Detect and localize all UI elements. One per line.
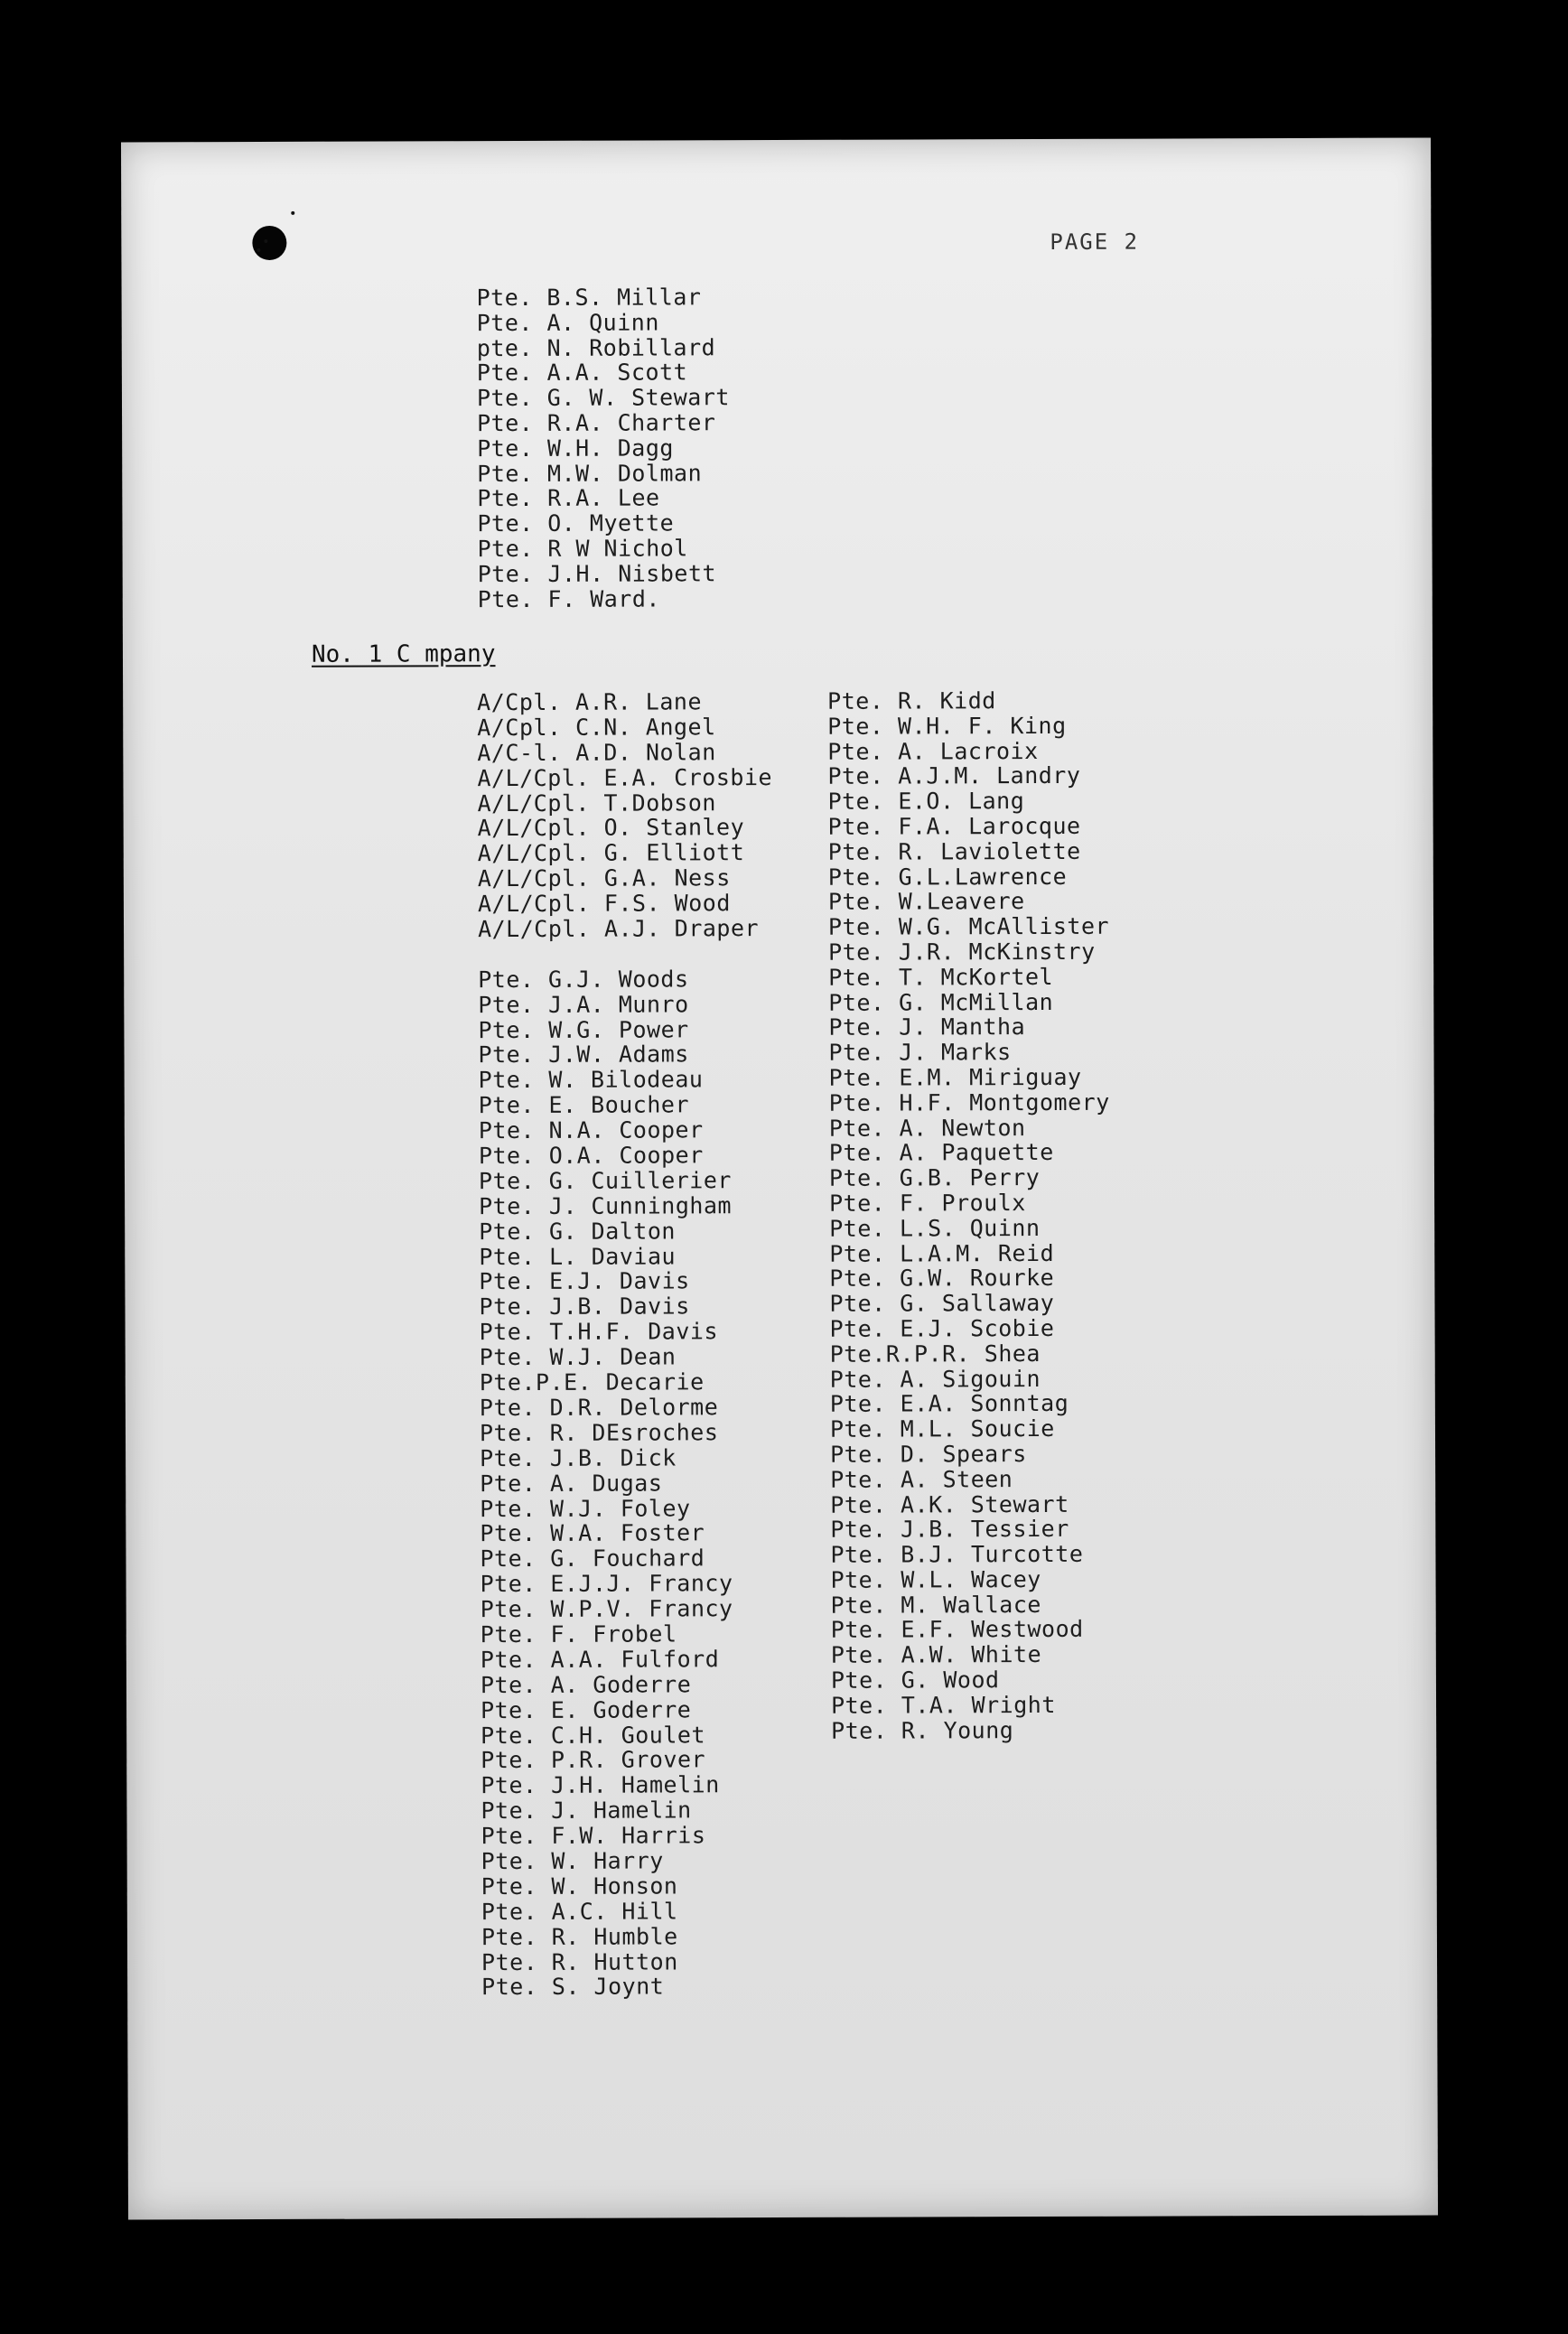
name-entry: Pte. N.A. Cooper	[478, 1116, 704, 1144]
name-entry: Pte. E.J. Davis	[479, 1267, 690, 1295]
name-entry: Pte. T. McKortel	[828, 963, 1054, 991]
name-entry: Pte. E.O. Lang	[827, 788, 1025, 815]
name-entry: Pte. W.P.V. Francy	[480, 1595, 733, 1623]
name-entry: Pte. A. Paquette	[828, 1139, 1054, 1167]
name-entry: Pte. A.C. Hill	[481, 1898, 678, 1925]
name-entry: Pte.P.E. Decarie	[479, 1368, 705, 1396]
name-entry: Pte. A. Steen	[830, 1465, 1013, 1493]
name-entry: Pte. J. Marks	[828, 1039, 1012, 1066]
name-entry: Pte. J.B. Dick	[480, 1444, 677, 1471]
punch-hole	[252, 226, 286, 260]
name-entry: Pte. A. Sigouin	[829, 1365, 1041, 1393]
name-entry: Pte. J. Hamelin	[481, 1797, 692, 1825]
name-entry: Pte. E. Boucher	[478, 1091, 690, 1119]
name-entry: Pte. W.H. Dagg	[477, 434, 674, 462]
right-column-list	[827, 688, 1112, 1744]
list-spacer	[478, 941, 773, 967]
name-entry: Pte. D. Spears	[830, 1440, 1027, 1468]
nco-name-entry: A/L/Cpl. G. Elliott	[477, 839, 745, 867]
name-entry: Pte. G. W. Stewart	[476, 384, 730, 412]
name-entry: Pte. R. Kidd	[827, 687, 996, 714]
name-entry: Pte. R.A. Charter	[477, 409, 716, 437]
name-entry: Pte. L.A.M. Reid	[829, 1239, 1055, 1267]
name-entry: Pte. P.R. Grover	[481, 1746, 706, 1774]
name-entry: Pte. O. Myette	[477, 509, 675, 537]
name-entry: Pte. E.J.J. Francy	[480, 1570, 733, 1598]
name-entry: Pte. W. Bilodeau	[478, 1066, 704, 1094]
name-entry: Pte. B.J. Turcotte	[830, 1540, 1084, 1568]
name-entry: Pte. R W Nichol	[477, 535, 688, 563]
name-entry: Pte. A.W. White	[830, 1641, 1042, 1669]
name-entry: Pte. J.B. Davis	[479, 1293, 690, 1321]
name-entry: Pte. L.S. Quinn	[829, 1214, 1041, 1242]
name-entry: Pte. J.W. Adams	[478, 1041, 689, 1069]
name-entry: Pte. J. Mantha	[828, 1013, 1026, 1041]
name-entry: Pte. G. Dalton	[479, 1218, 676, 1245]
name-entry: Pte. W. Honson	[481, 1872, 678, 1900]
nco-name-entry: A/L/Cpl. E.A. Crosbie	[477, 763, 773, 791]
nco-name-entry: A/Cpl. C.N. Angel	[477, 714, 716, 742]
name-entry: Pte. A. Dugas	[480, 1470, 663, 1497]
name-entry: Pte. W.Leavere	[827, 888, 1025, 916]
name-entry: Pte. H.F. Montgomery	[828, 1088, 1110, 1116]
left-column-list	[477, 689, 777, 2000]
name-entry: Pte. T.A. Wright	[830, 1691, 1056, 1719]
company-heading: No. 1 C mpany	[311, 640, 496, 668]
name-entry: Pte. F. Proulx	[829, 1189, 1026, 1217]
name-entry: Pte. R. Hutton	[481, 1947, 678, 1975]
nco-name-entry: A/L/Cpl. T.Dobson	[477, 789, 716, 817]
name-entry: Pte. A.A. Fulford	[480, 1646, 720, 1674]
name-entry: Pte. J. Cunningham	[479, 1191, 733, 1219]
name-entry: Pte. W.H. F. King	[827, 712, 1067, 740]
name-entry: Pte. E. Goderre	[481, 1695, 692, 1723]
ink-speck	[257, 248, 260, 252]
name-entry: Pte. F. Frobel	[480, 1620, 677, 1648]
name-entry: Pte. W.G. Power	[478, 1015, 689, 1043]
name-entry: Pte. J.A. Munro	[478, 991, 689, 1018]
name-entry: Pte. T.H.F. Davis	[479, 1318, 719, 1346]
nco-name-entry: A/C-l. A.D. Nolan	[477, 739, 716, 766]
name-entry: Pte. E.M. Miriguay	[828, 1063, 1082, 1091]
name-entry: Pte. J.H. Hamelin	[481, 1771, 720, 1799]
name-entry: Pte. E.J. Scobie	[829, 1314, 1055, 1342]
name-entry: Pte. J.B. Tessier	[830, 1516, 1069, 1544]
nco-name-entry: A/L/Cpl. O. Stanley	[477, 814, 745, 842]
name-entry: Pte. G. Wood	[830, 1666, 1000, 1694]
name-entry: Pte. M.W. Dolman	[477, 459, 703, 487]
name-entry: Pte. W.A. Foster	[480, 1519, 705, 1547]
name-entry: Pte. A. Goderre	[480, 1671, 692, 1698]
name-entry: Pte. S. Joynt	[481, 1973, 665, 2001]
name-entry: Pte. R. Humble	[481, 1923, 678, 1950]
name-entry: Pte. J.H. Nisbett	[477, 560, 717, 587]
name-entry: Pte. A.J.M. Landry	[827, 762, 1081, 790]
name-entry: Pte. W.J. Dean	[479, 1343, 677, 1371]
name-entry: Pte. L. Daviau	[479, 1242, 677, 1270]
name-entry: Pte. G.L.Lawrence	[827, 863, 1068, 891]
name-entry: Pte. J.R. McKinstry	[828, 938, 1096, 966]
nco-name-entry: A/L/Cpl. F.S. Wood	[477, 890, 731, 918]
page-number: PAGE 2	[1050, 229, 1140, 255]
name-entry: Pte. G.W. Rourke	[829, 1265, 1055, 1293]
name-entry: Pte. F. Ward.	[477, 585, 660, 612]
name-entry: Pte. G. Fouchard	[480, 1545, 705, 1573]
carryover-name-list	[477, 285, 731, 612]
name-entry: Pte. R.A. Lee	[477, 484, 660, 512]
name-entry: Pte. F.W. Harris	[481, 1822, 706, 1850]
nco-name-entry: A/L/Cpl. A.J. Draper	[477, 915, 760, 943]
name-entry: Pte. R. Young	[831, 1716, 1014, 1744]
name-entry: Pte. C.H. Goulet	[481, 1721, 706, 1749]
nco-name-entry: A/Cpl. A.R. Lane	[477, 688, 703, 716]
name-entry: Pte. D.R. Delorme	[479, 1394, 719, 1422]
name-entry: Pte. A.A. Scott	[476, 359, 688, 387]
name-entry: Pte. A. Newton	[828, 1114, 1026, 1142]
ink-speck	[291, 211, 294, 215]
document-page	[121, 137, 1438, 2219]
name-entry: Pte. W.L. Wacey	[830, 1565, 1041, 1593]
name-entry: Pte. E.A. Sonntag	[829, 1390, 1069, 1418]
name-entry: Pte. M.L. Soucie	[829, 1415, 1055, 1442]
name-entry: Pte. G. Cuillerier	[478, 1167, 732, 1195]
name-entry: Pte. G.J. Woods	[478, 966, 689, 993]
name-entry: Pte. G.B. Perry	[828, 1164, 1041, 1191]
name-entry: Pte. M. Wallace	[830, 1591, 1041, 1619]
name-entry: Pte. G. Sallaway	[829, 1290, 1055, 1317]
name-entry: Pte. B.S. Millar	[476, 284, 702, 312]
name-entry: Pte. R. DEsroches	[479, 1419, 719, 1446]
name-entry: Pte. A. Lacroix	[827, 737, 1039, 765]
name-entry: Pte. F.A. Larocque	[827, 812, 1081, 840]
name-entry: Pte. G. McMillan	[828, 988, 1054, 1016]
name-entry: pte. N. Robillard	[476, 333, 716, 361]
name-entry: Pte. W.G. McAllister	[827, 912, 1110, 940]
name-entry: Pte.R.P.R. Shea	[829, 1340, 1041, 1368]
name-entry: Pte. W. Harry	[481, 1847, 664, 1875]
name-entry: Pte. W.J. Foley	[480, 1494, 691, 1522]
name-entry: Pte. O.A. Cooper	[478, 1142, 704, 1170]
name-entry: Pte. E.F. Westwood	[830, 1616, 1084, 1644]
name-entry: Pte. R. Laviolette	[827, 837, 1081, 865]
name-entry: Pte. A.K. Stewart	[830, 1490, 1069, 1518]
name-entry: Pte. A. Quinn	[476, 309, 659, 336]
ink-speck	[264, 239, 267, 243]
nco-name-entry: A/L/Cpl. G.A. Ness	[477, 864, 731, 892]
